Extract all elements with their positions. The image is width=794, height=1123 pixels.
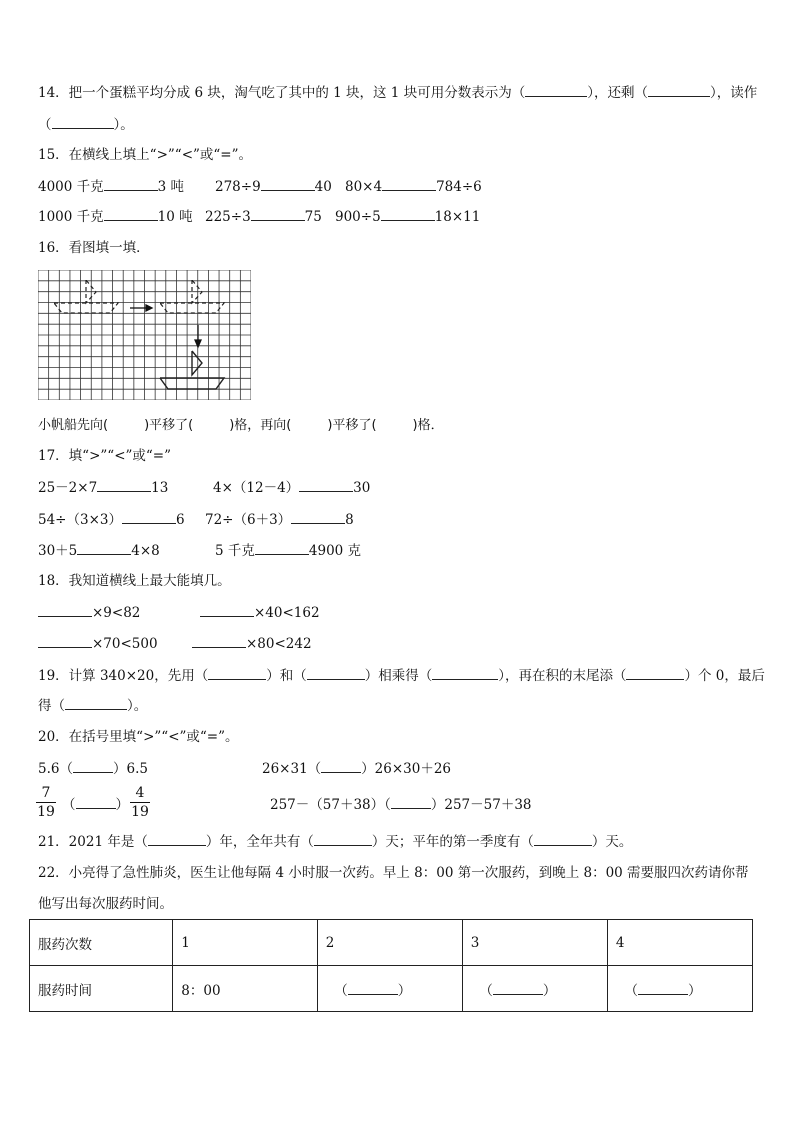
q15-r2-item1: 1000 千克 10 吨 — [38, 209, 193, 225]
q15-r1-item1: 4000 千克 3 吨 — [38, 179, 185, 195]
table-cell-label: 服药次数 — [30, 920, 173, 966]
q17-r1-item1: 25－2×7 13 — [38, 480, 169, 496]
q18-title: 18．我知道横线上最大能填几。 — [38, 573, 231, 589]
q17-r1-blank1[interactable] — [97, 478, 151, 492]
q20-r2-item2: 257－（57＋38）（ ）257－57＋38 — [270, 797, 532, 813]
q15-r2-blank3[interactable] — [381, 207, 435, 221]
q15-r2-item3: 900÷5 18×11 — [335, 209, 481, 225]
q18-r1-item1: ×9<82 — [38, 603, 140, 622]
medication-schedule-table — [29, 919, 753, 1012]
q17-r3-item1: 30＋5 4×8 — [38, 543, 160, 559]
q19-line2: 得（ ）。 — [38, 698, 148, 714]
q18-r2-blank2[interactable] — [192, 634, 246, 648]
q15-r2-blank1[interactable] — [104, 207, 158, 221]
q17-r2-blank1[interactable] — [122, 510, 176, 524]
dose3-time-blank[interactable] — [493, 981, 543, 995]
q17-r3-item2: 5 千克 4900 克 — [215, 543, 362, 559]
boat-after-first-move — [160, 280, 224, 313]
table-cell: 3 — [462, 920, 607, 966]
q20-r2-blank2[interactable] — [391, 795, 431, 809]
q18-r1-blank1[interactable] — [38, 603, 92, 617]
translation-arrow-right — [130, 305, 152, 311]
q22-line2: 他写出每次服药时间。 — [38, 896, 173, 912]
q19-blank3[interactable] — [432, 666, 498, 680]
q18-r2-item2: ×80<242 — [192, 634, 312, 653]
q17-r2-item1: 54÷（3×3） 6 — [38, 512, 185, 528]
q17-r1-item2: 4×（12－4） 30 — [213, 480, 371, 496]
table-row — [30, 966, 753, 1012]
q17-r1-blank2[interactable] — [299, 478, 353, 492]
table-row — [30, 920, 753, 966]
table-cell: 4 — [607, 920, 752, 966]
dose2-time-blank[interactable] — [348, 981, 398, 995]
q20-r2-mid: （ ） — [62, 797, 129, 813]
table-cell: （ ） — [462, 966, 607, 1012]
q14-line1: 14．把一个蛋糕平均分成 6 块，淘气吃了其中的 1 块，这 1 块可用分数表示为（ ），还剩（ ），读作 — [38, 85, 758, 101]
q17-r3-blank2[interactable] — [255, 541, 309, 555]
table-cell: （ ） — [607, 966, 752, 1012]
q21-blank-year-type[interactable] — [148, 832, 206, 846]
q15-r1-item3: 80×4 784÷6 — [345, 179, 482, 195]
table-cell: 2 — [317, 920, 462, 966]
table-cell-label: 服药时间 — [30, 966, 173, 1012]
fraction-7-19: $\frac{7}{19}$ — [37, 785, 55, 820]
q15-r1-blank1[interactable] — [104, 177, 158, 191]
q21-blank-days[interactable] — [314, 832, 372, 846]
q20-r1-item1: 5.6（ ）6.5 — [38, 761, 148, 777]
q17-r2-item2: 72÷（6＋3） 8 — [205, 512, 354, 528]
fraction-4-19: $\frac{4}{19}$ — [131, 785, 149, 820]
q20-r1-blank1[interactable] — [73, 759, 113, 773]
q21-line: 21．2021 年是（ ）年，全年共有（ ）天；平年的第一季度有（ ）天。 — [38, 834, 633, 850]
q18-r2-item1: ×70<500 — [38, 634, 158, 653]
q14-blank-reading[interactable] — [52, 115, 114, 129]
q19-line1: 19．计算 340×20，先用（ ）和（ ）相乘得（ ），再在积的末尾添（ ）个 0，最后 — [38, 668, 765, 684]
q15-r1-blank3[interactable] — [382, 177, 436, 191]
q18-r2-blank1[interactable] — [38, 634, 92, 648]
q17-title: 17．填“>”“<”或“=” — [38, 448, 172, 464]
translation-arrow-down — [195, 325, 201, 347]
q16-title: 16．看图填一填． — [38, 240, 150, 256]
q19-blank4[interactable] — [626, 666, 684, 680]
table-cell: 8：00 — [173, 966, 317, 1012]
q14-blank-fraction[interactable] — [525, 83, 587, 97]
q17-r3-blank1[interactable] — [77, 541, 131, 555]
q20-r1-blank2[interactable] — [321, 759, 361, 773]
q19-blank2[interactable] — [307, 666, 365, 680]
q16-blank-cells2[interactable] — [377, 416, 413, 429]
dose4-time-blank[interactable] — [638, 981, 688, 995]
boat-translation-grid-figure — [38, 270, 251, 400]
q18-r1-item2: ×40<162 — [200, 603, 320, 622]
q15-r1-blank2[interactable] — [261, 177, 315, 191]
q19-blank1[interactable] — [208, 666, 266, 680]
q18-r1-blank2[interactable] — [200, 603, 254, 617]
q15-title: 15．在横线上填上“>”“<”或“=”。 — [38, 147, 253, 163]
q15-r1-item2: 278÷9 40 — [215, 179, 332, 195]
q21-blank-q1-days[interactable] — [534, 832, 592, 846]
q20-r1-item2: 26×31（ ）26×30＋26 — [262, 761, 452, 777]
q14-line2: （ ）。 — [38, 117, 134, 133]
boat-original — [54, 280, 118, 313]
q15-r2-item2: 225÷3 75 — [205, 209, 322, 225]
q14-blank-remaining[interactable] — [648, 83, 710, 97]
q22-line1: 22．小亮得了急性肺炎，医生让他每隔 4 小时服一次药。早上 8：00 第一次服药，到晚上 8：00 需要服四次药请你帮 — [38, 865, 749, 881]
q20-title: 20．在括号里填“>”“<”或“=”。 — [38, 729, 239, 745]
q16-sentence: 小帆船先向( )平移了( )格，再向( )平移了( )格． — [38, 418, 444, 433]
q16-blank-dir1[interactable] — [108, 416, 144, 429]
q15-r2-blank2[interactable] — [251, 207, 305, 221]
q17-r2-blank2[interactable] — [291, 510, 345, 524]
q20-r2-blank1[interactable] — [76, 795, 116, 809]
q16-blank-dir2[interactable] — [291, 416, 327, 429]
table-cell: （ ） — [317, 966, 462, 1012]
q19-blank5[interactable] — [65, 696, 127, 710]
q16-blank-cells1[interactable] — [193, 416, 229, 429]
table-cell: 1 — [173, 920, 317, 966]
